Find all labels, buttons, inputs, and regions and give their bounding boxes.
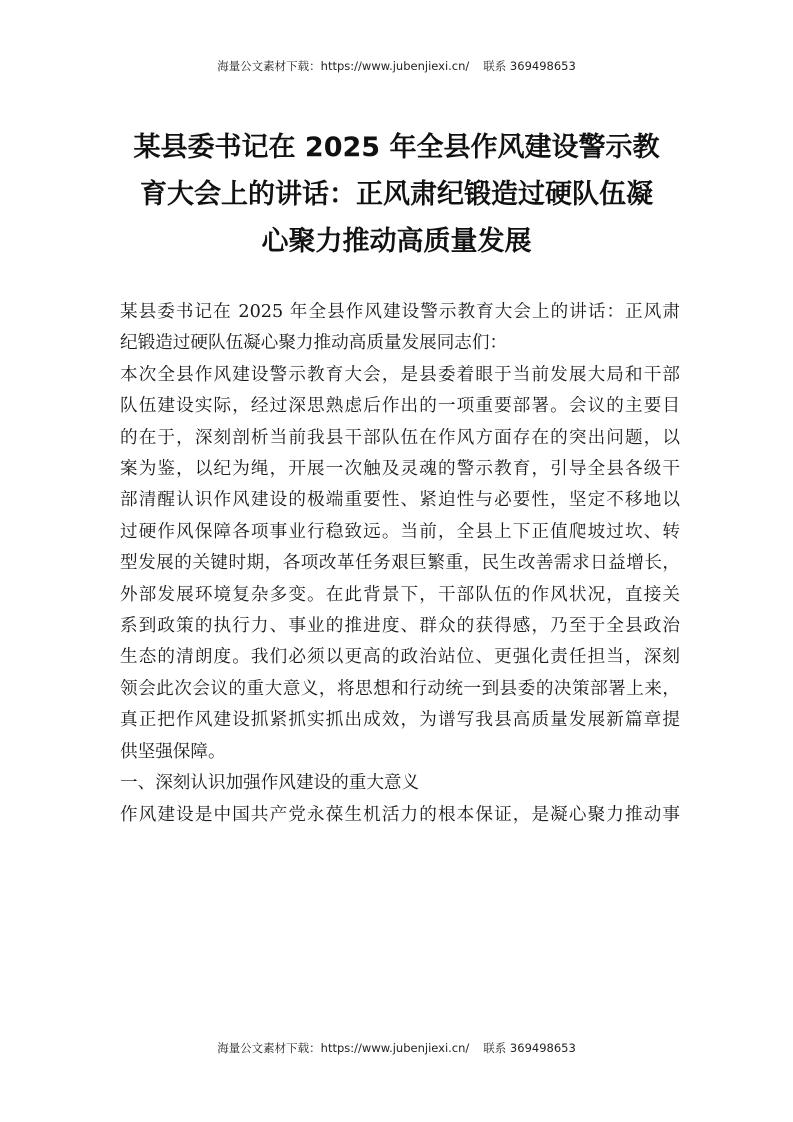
text-line: 生态的清朗度。我们必须以更高的政治站位、更强化责任担当，深刻 — [120, 647, 680, 668]
text-line: 某县委书记在 2025 年全县作风建设警示教育大会上的讲话：正风肃 — [120, 302, 680, 322]
paragraph-intro — [120, 360, 680, 768]
text-line: 型发展的关键时期，各项改革任务艰巨繁重，民生改善需求日益增长， — [120, 553, 680, 574]
header-download-text: 海量公文素材下载：https://www.jubenjiexi.cn/ — [217, 59, 470, 73]
footer-contact-text: 联系 369498653 — [483, 1041, 576, 1055]
title-line: 心聚力推动高质量发展 — [261, 226, 532, 257]
text-line: 系到政策的执行力、事业的推进度、群众的获得感，乃至于全县政治 — [120, 616, 680, 637]
text-line: 部清醒认识作风建设的极端重要性、紧迫性与必要性，坚定不移地以 — [120, 490, 680, 511]
title-line: 某县委书记在 2025 年全县作风建设警示教 — [133, 132, 660, 163]
document-body — [120, 297, 680, 831]
paragraph-section-one — [120, 800, 680, 831]
text-line: 供坚强保障。 — [120, 741, 226, 762]
document-title — [112, 124, 681, 265]
text-line: 案为鉴，以纪为绳，开展一次触及灵魂的警示教育，引导全县各级干 — [120, 459, 680, 480]
text-line: 真正把作风建设抓紧抓实抓出成效，为谱写我县高质量发展新篇章提 — [120, 710, 680, 731]
text-line: 队伍建设实际，经过深思熟虑后作出的一项重要部署。会议的主要目 — [120, 396, 680, 417]
text-line: 一、深刻认识加强作风建设的重大意义 — [120, 773, 420, 794]
text-line: 过硬作风保障各项事业行稳致远。当前，全县上下正值爬坡过坎、转 — [120, 521, 680, 542]
text-line: 外部发展环境复杂多变。在此背景下，干部队伍的作风状况，直接关 — [120, 584, 680, 605]
text-line: 领会此次会议的重大意义，将思想和行动统一到县委的决策部署上来， — [120, 678, 680, 699]
text-line: 作风建设是中国共产党永葆生机活力的根本保证，是凝心聚力推动事 — [120, 804, 680, 825]
section-heading — [120, 768, 680, 799]
title-line: 育大会上的讲话：正风肃纪锻造过硬队伍凝 — [140, 179, 653, 210]
page-header — [0, 58, 793, 74]
text-line: 纪锻造过硬队伍凝心聚力推动高质量发展同志们： — [120, 333, 508, 354]
text-line: 的在于，深刻剖析当前我县干部队伍在作风方面存在的突出问题，以 — [120, 427, 680, 448]
page-footer — [0, 1040, 793, 1056]
footer-download-text: 海量公文素材下载：https://www.jubenjiexi.cn/ — [217, 1041, 470, 1055]
text-line: 本次全县作风建设警示教育大会，是县委着眼于当前发展大局和干部 — [120, 364, 680, 385]
paragraph-salutation — [120, 297, 680, 360]
header-contact-text: 联系 369498653 — [483, 59, 576, 73]
